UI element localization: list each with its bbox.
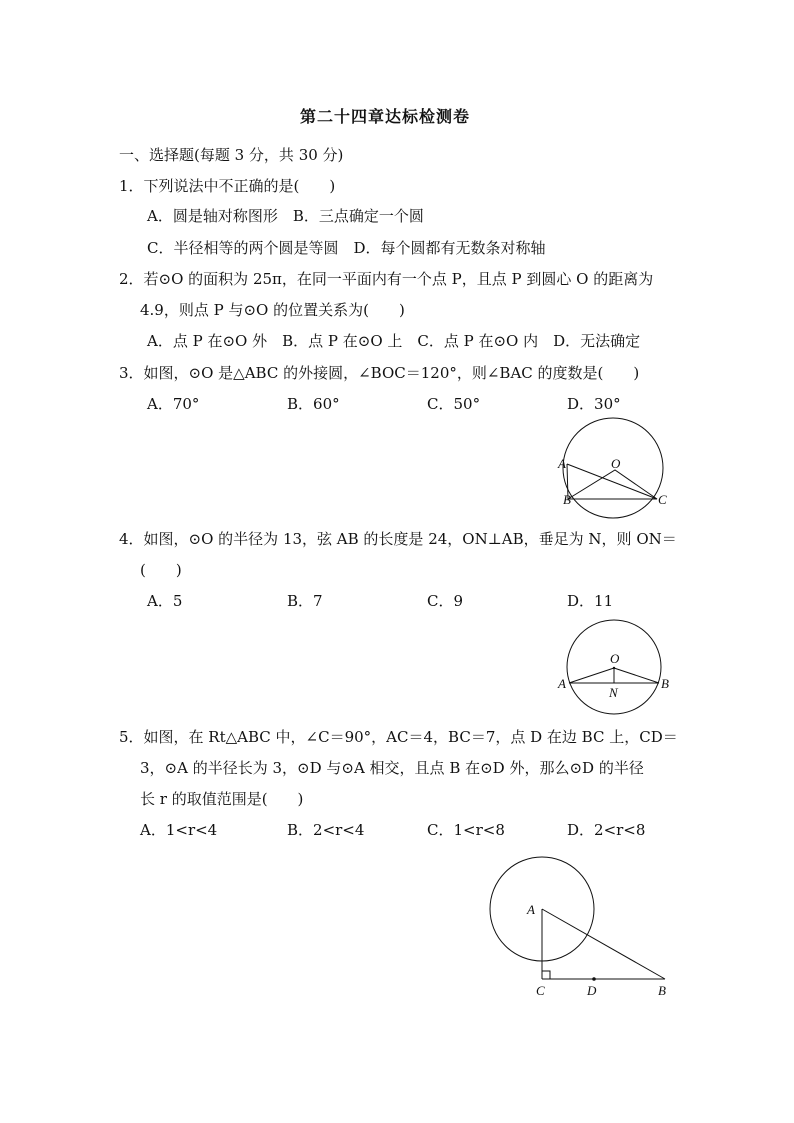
question-5-option-a[interactable]: A．1<r<4	[140, 821, 218, 839]
label-b: B	[563, 492, 571, 507]
question-2-stem-line-2: 4.9，则点 P 与⊙O 的位置关系为( )	[140, 301, 405, 319]
question-2-stem-line-1: 2．若⊙O 的面积为 25π，在同一平面内有一个点 P，且点 P 到圆心 O 的距离为	[119, 270, 654, 288]
angle-boc	[568, 470, 657, 499]
question-5-stem-line-3: 长 r 的取值范围是( )	[140, 790, 304, 808]
question-5-stem-line-2: 3，⊙A 的半径长为 3，⊙D 与⊙A 相交，且点 B 在⊙D 外，那么⊙D 的半径	[140, 759, 644, 777]
question-4-stem-line-1: 4．如图，⊙O 的半径为 13，弦 AB 的长度是 24，ON⊥AB，垂足为 N，则 ON＝	[119, 530, 677, 548]
question-4-option-c[interactable]: C．9	[427, 592, 464, 610]
question-3-option-a[interactable]: A．70°	[147, 395, 200, 413]
label-a: A	[558, 676, 566, 691]
question-1-options-row-1[interactable]: A．圆是轴对称图形 B．三点确定一个圆	[147, 207, 424, 225]
question-3-option-b[interactable]: B．60°	[287, 395, 340, 413]
label-c: C	[536, 983, 545, 998]
side-ab	[542, 909, 665, 979]
question-3-option-c[interactable]: C．50°	[427, 395, 481, 413]
question-1-stem: 1．下列说法中不正确的是( )	[119, 177, 336, 195]
right-angle-mark	[542, 971, 550, 979]
label-b: B	[658, 983, 666, 998]
question-4-figure	[555, 620, 695, 715]
question-5-option-d[interactable]: D．2<r<8	[567, 821, 646, 839]
question-4-stem-line-2: ( )	[140, 561, 182, 579]
label-b: B	[661, 676, 669, 691]
segment-oa	[569, 668, 614, 683]
center-dot	[613, 667, 615, 669]
question-3-option-d[interactable]: D．30°	[567, 395, 621, 413]
label-d: D	[587, 983, 597, 998]
section-heading: 一、选择题(每题 3 分，共 30 分)	[119, 146, 344, 164]
label-c: C	[658, 492, 667, 507]
question-3-figure	[555, 418, 685, 518]
label-n: N	[609, 685, 618, 700]
question-3-stem: 3．如图，⊙O 是△ABC 的外接圆，∠BOC＝120°，则∠BAC 的度数是( )	[119, 364, 640, 382]
label-o: O	[611, 456, 621, 471]
question-5-option-b[interactable]: B．2<r<4	[287, 821, 365, 839]
question-2-options-row[interactable]: A．点 P 在⊙O 外 B．点 P 在⊙O 上 C．点 P 在⊙O 内 D．无法确定	[147, 332, 641, 350]
point-d-dot	[592, 977, 596, 981]
question-4-option-a[interactable]: A．5	[147, 592, 183, 610]
question-5-figure	[485, 850, 685, 1000]
question-4-option-b[interactable]: B．7	[287, 592, 323, 610]
question-4-option-d[interactable]: D．11	[567, 592, 614, 610]
segment-ob	[614, 668, 659, 683]
label-o: O	[610, 651, 620, 666]
page-title: 第二十四章达标检测卷	[300, 107, 471, 126]
question-5-option-c[interactable]: C．1<r<8	[427, 821, 505, 839]
question-5-stem-line-1: 5．如图，在 Rt△ABC 中，∠C＝90°，AC＝4，BC＝7，点 D 在边 BC 上，CD＝	[119, 728, 678, 746]
question-1-options-row-2[interactable]: C．半径相等的两个圆是等圆 D．每个圆都有无数条对称轴	[147, 239, 546, 257]
label-a: A	[558, 456, 566, 471]
label-a: A	[527, 902, 535, 917]
